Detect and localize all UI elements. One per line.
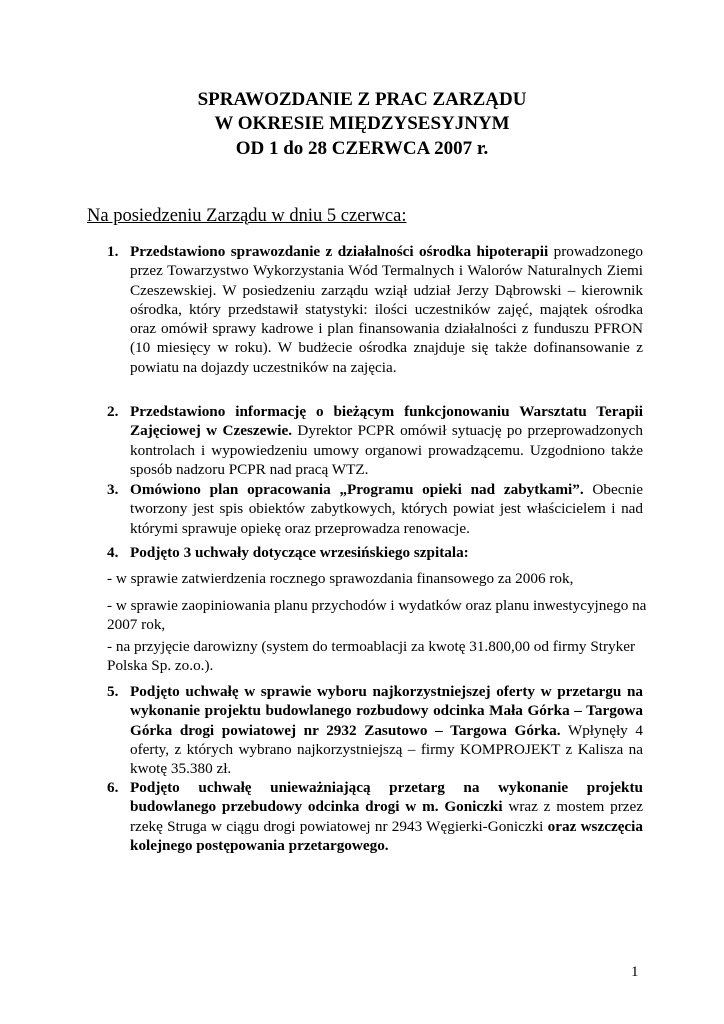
list-item-bold-text: Przedstawiono sprawozdanie z działalności ośrodka hipoterapii: [130, 243, 549, 260]
list-item: [107, 682, 643, 778]
list-item-bold-text: Podjęto uchwałę unieważniającą przetarg na wykonanie projektu budowlanego przebudowy odcinka drogi w m. Goniczki: [130, 779, 643, 816]
list-item: [107, 480, 643, 538]
report-title-line-2: W OKRESIE MIĘDZYSESYJNYM: [214, 113, 510, 134]
report-title-line-1: SPRAWOZDANIE Z PRAC ZARZĄDU: [197, 89, 527, 110]
page-number: 1: [631, 964, 639, 980]
list-item-bold-text: Przedstawiono informację o bieżącym funkcjonowaniu Warsztatu Terapii Zajęciowej w Czeszewie.: [130, 403, 643, 440]
list-item-number: 3.: [107, 481, 119, 498]
list-item-bold-text: Omówiono plan opracowania „Programu opieki nad zabytkami”.: [130, 481, 584, 498]
list-item: [107, 543, 643, 562]
list-item-text: wraz z mostem przez rzekę Struga w ciągu drogi powiatowej nr 2943 Węgierki-Goniczki: [130, 798, 643, 835]
meeting-heading: Na posiedzeniu Zarządu w dniu 5 czerwca:: [87, 206, 407, 226]
list-item-number: 1.: [107, 243, 119, 260]
list-item-body: [130, 402, 643, 479]
list-item-text: prowadzonego przez Towarzystwo Wykorzystania Wód Termalnych i Walorów Naturalnych Ziemi Czeszewskiej. W posiedzeniu zarządu wziął udział Jerzy Dąbrowski – kierownik ośrodka, który przedstawił statystyki: ilości uczestników zajęć, majątek ośrodka oraz omówił sprawy kadrowe i plan finansowania działalności z funduszu PFRON (10 miesięcy w roku). W budżecie ośrodka znajduje się także dofinansowanie z powiatu na dojazdy uczestników na zajęcia.: [130, 243, 644, 376]
list-item-number: 6.: [107, 779, 119, 796]
list-item-number: 2.: [107, 403, 119, 420]
list-item: [107, 402, 643, 479]
list-item-body: [130, 242, 643, 377]
report-title-line-3: OD 1 do 28 CZERWCA 2007 r.: [235, 138, 489, 159]
list-item-number: 4.: [107, 544, 119, 561]
resolution-subitem: - w sprawie zatwierdzenia rocznego sprawozdania finansowego za 2006 rok,: [107, 570, 574, 587]
list-item-body: [130, 682, 643, 778]
list-item-body: [130, 778, 643, 855]
list-item-body: [130, 480, 643, 538]
list-item-text: Dyrektor PCPR omówił sytuację po przeprowadzonych kontrolach i wypowiedzeniu umowy organowi prowadzącemu. Uzgodniono także sposób nadzoru PCPR nad pracą WTZ.: [130, 422, 643, 478]
list-item-number: 5.: [107, 683, 119, 700]
list-item-text: Wpłynęły 4 oferty, z których wybrano najkorzystniejszą – firmy KOMPROJEKT z Kalisza na kwotę 35.380 zł.: [130, 721, 643, 778]
list-item-bold-text: Podjęto 3 uchwały dotyczące wrzesińskiego szpitala:: [130, 544, 469, 561]
list-item: [107, 778, 643, 855]
resolution-subitem: - na przyjęcie darowizny (system do termoablacji za kwotę 31.800,00 od firmy Stryker Polska Sp. zo.o.).: [107, 638, 636, 675]
list-item-body: [130, 543, 643, 562]
list-item-text: Obecnie tworzony jest spis obiektów zabytkowych, których powiat jest właścicielem i nad którymi sprawuje opiekę oraz przeprowadza renowacje.: [130, 481, 643, 537]
list-item-bold-tail: oraz wszczęcia kolejnego postępowania przetargowego.: [130, 817, 643, 854]
list-item: [107, 242, 643, 377]
list-item-bold-text: Podjęto uchwałę w sprawie wyboru najkorzystniejszej oferty w przetargu na wykonanie projektu budowlanego rozbudowy odcinka Mała Górka – Targowa Górka drogi powiatowej nr 2932 Zasutowo – Targowa Górka.: [130, 683, 643, 739]
resolution-subitem: - w sprawie zaopiniowania planu przychodów i wydatków oraz planu inwestycyjnego na 2007 rok,: [107, 597, 647, 634]
